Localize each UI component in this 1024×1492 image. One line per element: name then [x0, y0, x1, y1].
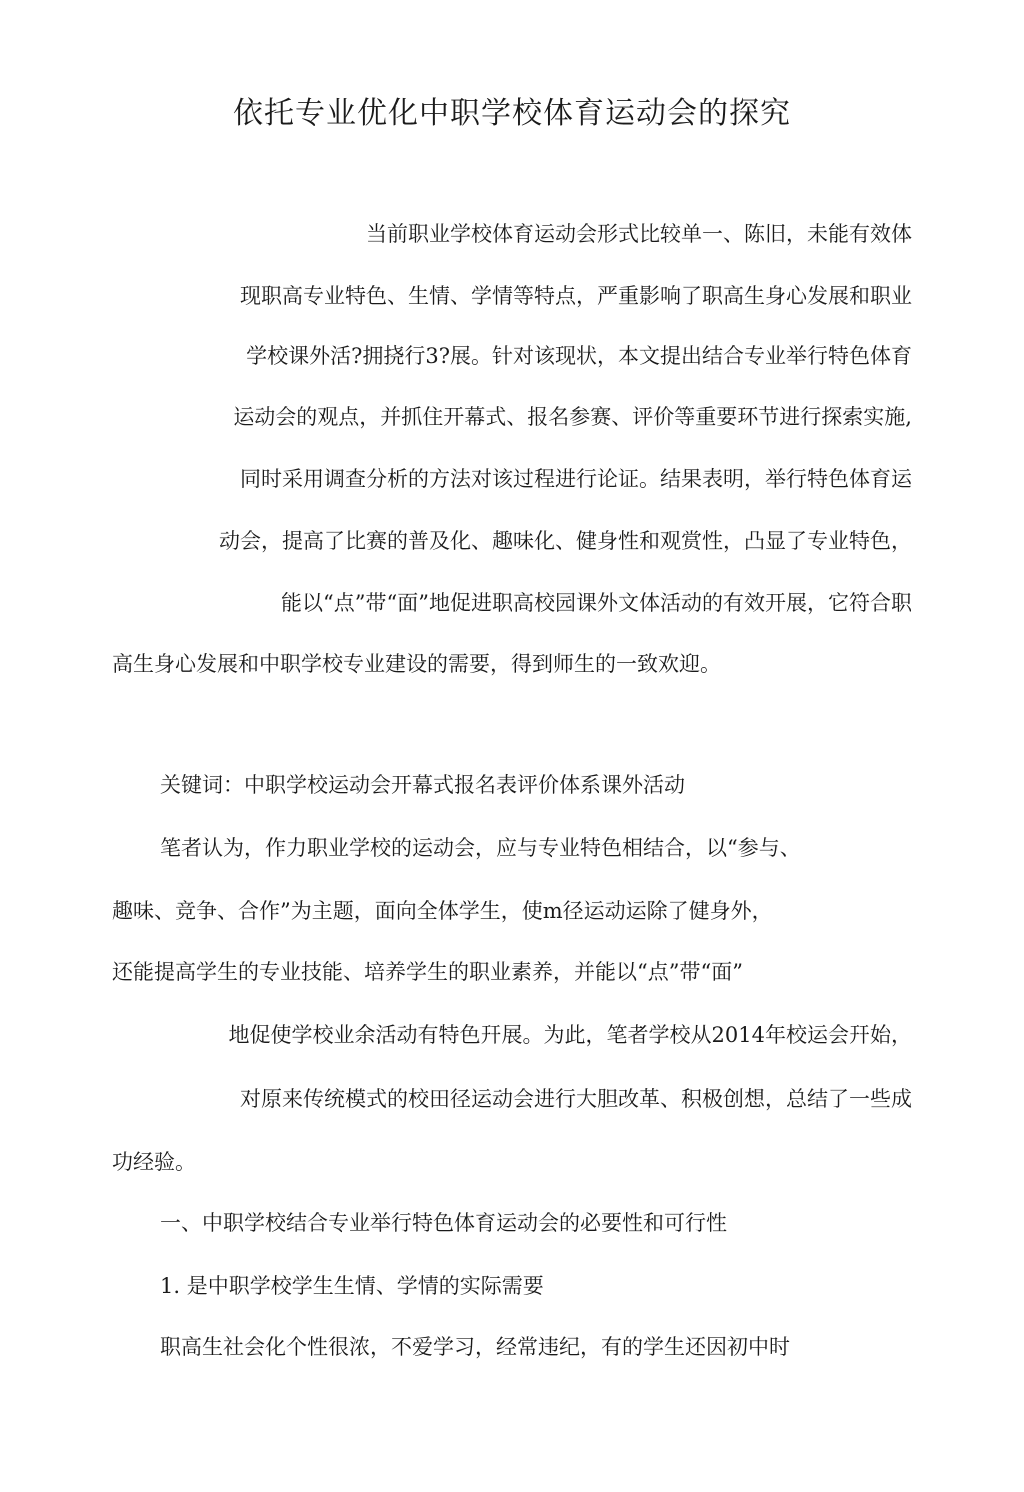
document-title: 依托专业优化中职学校体育运动会的探究 — [233, 96, 791, 131]
body-line: 还能提高学生的专业技能、培养学生的职业素养，并能以“点”带“面” — [112, 960, 743, 984]
subsection-heading: 1. 是中职学校学生生情、学情的实际需要 — [160, 1274, 544, 1298]
abstract-line: 学校课外活?拥挠行3?展。针对该现状，本文提出结合专业举行特色体育 — [246, 344, 912, 368]
body-line: 对原来传统模式的校田径运动会进行大胆改革、积极创想，总结了一些成 — [240, 1087, 912, 1111]
abstract-line: 运动会的观点，并抓住开幕式、报名参赛、评价等重要环节进行探索实施, — [233, 405, 912, 429]
keywords: 关键词：中职学校运动会开幕式报名表评价体系课外活动 — [160, 773, 685, 797]
abstract-line: 动会，提高了比赛的普及化、趣味化、健身性和观赏性，凸显了专业特色， — [219, 529, 912, 553]
body-line: 职高生社会化个性很浓，不爱学习，经常违纪，有的学生还因初中时 — [160, 1335, 790, 1359]
abstract-line: 能以“点”带“面”地促进职高校园课外文体活动的有效开展，它符合职 — [281, 591, 912, 615]
body-line: 笔者认为，作力职业学校的运动会，应与专业特色相结合，以“参与、 — [160, 836, 801, 860]
abstract-line: 当前职业学校体育运动会形式比较单一、陈旧，未能有效体 — [366, 222, 912, 246]
body-line: 功经验。 — [112, 1150, 196, 1174]
body-line: 地促使学校业余活动有特色幵展。为此，笔者学校从2014年校运会幵始， — [228, 1023, 912, 1047]
body-line: 趣味、竞争、合作”为主题，面向全体学生，使m径运动运除了健身外， — [112, 899, 773, 923]
section-heading: 一、中职学校结合专业举行特色体育运动会的必要性和可行性 — [160, 1211, 727, 1235]
abstract-line: 高生身心发展和中职学校专业建设的需要，得到师生的一致欢迎。 — [112, 652, 721, 676]
abstract-line: 同时采用调查分析的方法对该过程进行论证。结果表明，举行特色体育运 — [240, 467, 912, 491]
abstract-line: 现职高专业特色、生情、学情等特点，严重影响了职高生身心发展和职业 — [240, 284, 912, 308]
